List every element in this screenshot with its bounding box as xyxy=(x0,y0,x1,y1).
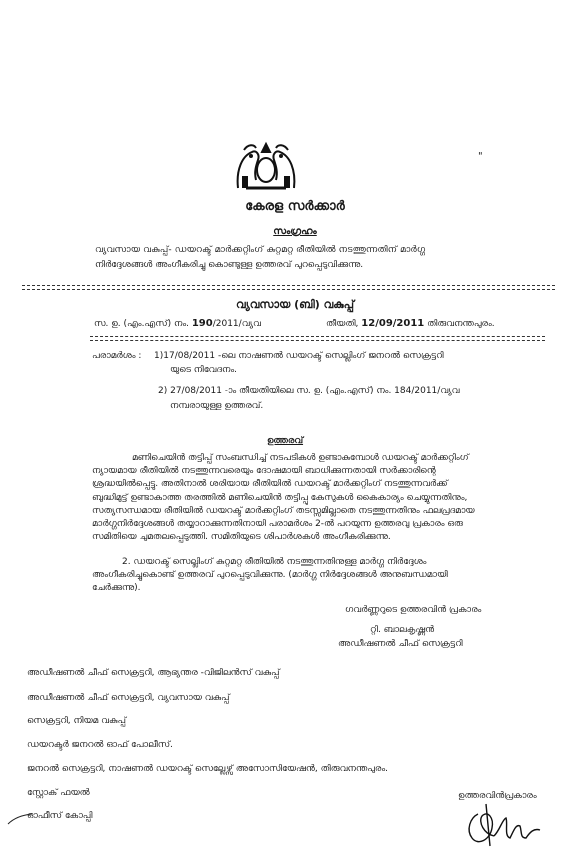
distribution-item: ഡയറക്ടർ ജനറൽ ഓഫ് പോലീസ്. xyxy=(27,740,173,750)
order-number-prefix: സ. ഉ. (എം.എസ്) നം. xyxy=(94,319,189,329)
distribution-item: അഡീഷണൽ ചീഫ് സെക്രട്ടറി, വ്യവസായ വകുപ്പ് xyxy=(27,693,230,703)
government-title: കേരള സർക്കാർ xyxy=(245,199,345,214)
paragraph-line: ചേർക്കുന്നു). xyxy=(92,583,141,594)
order-heading: ഉത്തരവ് xyxy=(266,436,304,446)
paragraph-line: 2. ഡയറക്ട് സെല്ലിംഗ് കുറ്റമറ്റ രീതിയിൽ നടത്തുന്നതിനുള്ള മാർഗ്ഗ നിർദ്ദേശം xyxy=(122,557,427,567)
distribution-item: അഡീഷണൽ ചീഫ് സെക്രട്ടറി, ആഭ്യന്തര -വിജിലൻസ് വകുപ്പ് xyxy=(27,668,280,678)
paragraph-line: ബുദ്ധിമുട്ട് ഉണ്ടാകാത്ത തരത്തിൽ മണിചെയിൻ തട്ടിപ്പു കേസുകൾ കൈകാര്യം ചെയ്യുന്നതിനും, xyxy=(92,492,468,503)
by-order-short: ഉത്തരവിൻപ്രകാരം xyxy=(458,791,537,801)
divider xyxy=(90,336,545,337)
order-number-line xyxy=(94,318,261,330)
paragraph-line: ശ്രദ്ധയിൽപ്പെട്ടു. അതിനാൽ ശരിയായ രീതിയിൽ ഡയറക്ട് മാർക്കറ്റിംഗ് നടത്തുന്നവർക്ക് xyxy=(92,479,448,490)
distribution-item: ഓഫീസ് കോപ്പി xyxy=(27,811,93,821)
reference-label: പരാമർശം : xyxy=(92,351,142,361)
paragraph-line: മാർഗ്ഗനിർദ്ദേശങ്ങൾ തയ്യാറാക്കുന്നതിനായി പരാമർശം 2-ൽ പറയുന്ന ഉത്തരവു പ്രകാരം ഒരു xyxy=(92,519,463,530)
distribution-item: സെക്രട്ടറി, നിയമ വകുപ്പ് xyxy=(27,716,127,726)
handwritten-signature xyxy=(460,800,560,850)
order-date: 12/09/2011 xyxy=(361,318,425,329)
order-place: തിരുവനന്തപുരം. xyxy=(427,319,495,329)
distribution-item: സ്റ്റോക് ഫയൽ xyxy=(27,788,90,798)
kerala-emblem-icon xyxy=(232,140,300,192)
summary-line-1: വ്യവസായ വകുപ്പ്- ഡയറക്ട് മാർക്കറ്റിംഗ് കുറ്റമറ്റ രീതിയിൽ നടത്തുന്നതിന് മാർഗ്ഗ xyxy=(95,245,426,255)
signatory-name: റ്റി. ബാലകൃഷ്ണൻ xyxy=(370,625,435,635)
reference-1-line-1: 1)17/08/2011 -ലെ നാഷണൽ ഡയറക്ട് സെല്ലിംഗ് ജനറൽ സെക്രട്ടറി xyxy=(154,351,444,361)
order-number: 190 xyxy=(191,318,213,329)
paragraph-line: അംഗീകരിച്ചുകൊണ്ട് ഉത്തരവ് പുറപ്പെടുവിക്കുന്നു. (മാർഗ്ഗ നിർദ്ദേശങ്ങൾ അനുബന്ധമായി xyxy=(92,570,448,581)
paragraph-line: സമിതിയെ ചുമതലപ്പെടുത്തി. സമിതിയുടെ ശിപാർശകൾ അംഗീകരിക്കുന്നു. xyxy=(92,532,391,543)
distribution-item: ജനറൽ സെക്രട്ടറി, നാഷണൽ ഡയറക്ട് സെല്ലേഴ്സ് അസോസിയേഷൻ, തിരുവനന്തപുരം. xyxy=(27,764,389,774)
reference-1-line-2: യുടെ നിവേദനം. xyxy=(170,365,237,375)
divider xyxy=(22,285,555,286)
signatory-designation: അഡീഷണൽ ചീഫ് സെക്രട്ടറി xyxy=(338,639,463,649)
paragraph-line: സത്യസന്ധമായ രീതിയിൽ ഡയറക്ട് മാർക്കറ്റിംഗ് തടസ്സമില്ലാതെ നടത്തുന്നതിനും ഫലപ്രദമായ xyxy=(92,505,475,516)
summary-line-2: നിർദ്ദേശങ്ങൾ അംഗീകരിച്ചു കൊണ്ടുള്ള ഉത്തരവ് പുറപ്പെടുവിക്കുന്നു. xyxy=(95,260,364,270)
body-paragraph-1 xyxy=(92,452,540,544)
divider xyxy=(22,289,555,290)
reference-2-line-2: നമ്പരായുള്ള ഉത്തരവ്. xyxy=(170,401,264,411)
department-heading: വ്യവസായ (ബി) വകുപ്പ് xyxy=(235,298,355,311)
divider xyxy=(90,340,545,341)
corner-mark: " xyxy=(478,151,483,162)
body-paragraph-2 xyxy=(92,556,540,596)
reference-2-line-1: 2) 27/08/2011 -ാം തീയതിയിലെ സ. ഉ. (എം.എസ്) നം. 184/2011/വ്യവ xyxy=(158,386,460,396)
paragraph-line: ന്യായമായ രീതിയിൽ നടത്തുന്നവരെയും ദോഷമായി ബാധിക്കുന്നതായി സർക്കാരിന്റെ xyxy=(92,466,436,477)
order-number-suffix: /2011/വ്യവ xyxy=(212,319,261,329)
pen-mark xyxy=(6,812,36,826)
by-order-of-governor: ഗവർണ്ണറുടെ ഉത്തരവിൻ പ്രകാരം xyxy=(345,605,482,615)
order-date-line xyxy=(326,318,495,330)
summary-heading: സംഗ്രഹം xyxy=(273,226,317,237)
paragraph-line: മണിചെയിൻ തട്ടിപ്പ് സംബന്ധിച്ച് നടപടികൾ ഉണ്ടാകുമ്പോൾ ഡയറക്ട് മാർക്കറ്റിംഗ് xyxy=(132,453,469,463)
date-label: തീയതി, xyxy=(326,319,359,329)
